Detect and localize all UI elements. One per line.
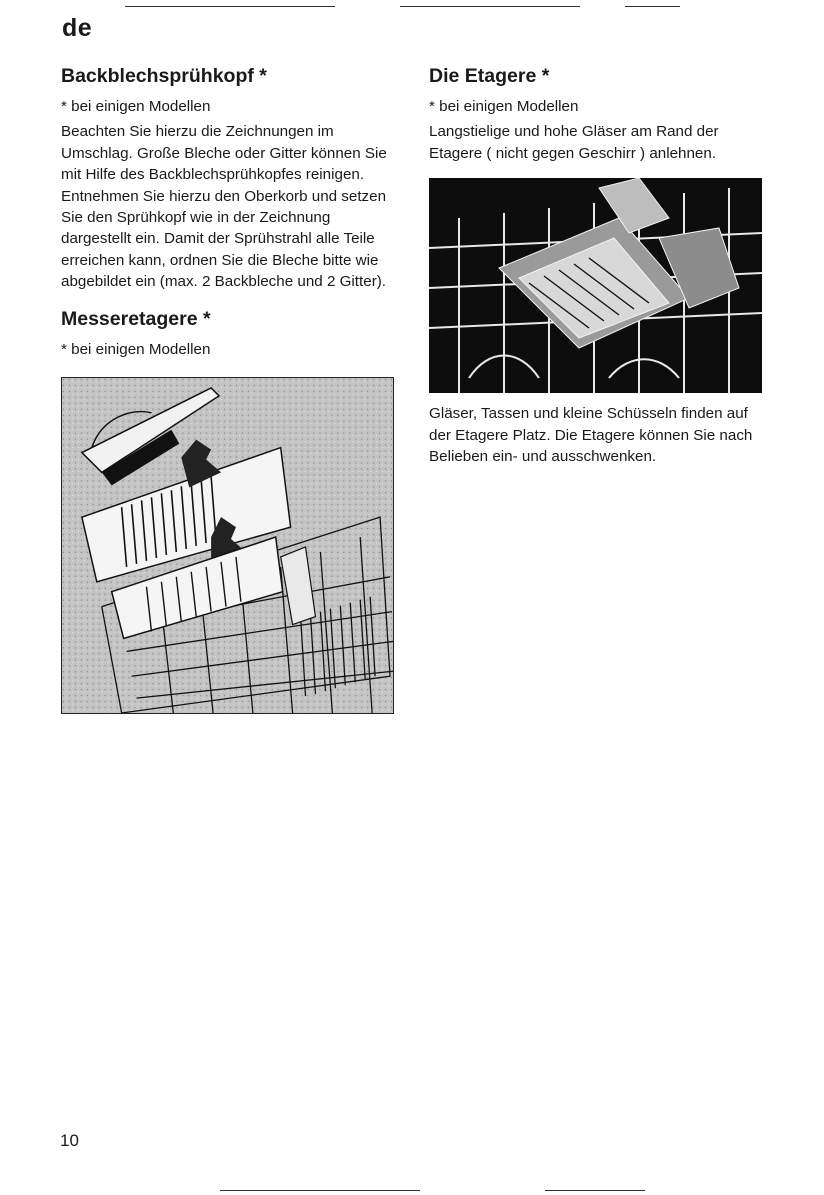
knife-rack-drawing [62,378,393,713]
model-note: * bei einigen Modellen [61,340,211,358]
right-column [429,64,759,467]
etagere-drawing [429,178,762,393]
section-title-backblech: Backblechsprühkopf * [61,65,267,87]
section-title-etagere: Die Etagere * [429,65,550,87]
model-note: * bei einigen Modellen [429,98,579,115]
left-column [61,64,401,714]
page-number: 10 [60,1131,79,1150]
knife-rack-illustration [61,377,394,714]
model-note: * bei einigen Modellen [61,98,211,115]
section-body-backblech: Beachten Sie hierzu die Zeichnungen im Umschlag. Große Bleche oder Gitter können Sie mit Hilfe des Backblechsprühkopfes reinigen. Entnehmen Sie hierzu den Oberkorb und setzen Sie den Sprühkopf wie in der Zeichnung dargestellt ein. Damit der Sprühstrahl alle Teile erreichen kann, ordnen Sie die Bleche bitte wie abgebildet ein (max. 2 Backbleche und 2 Gitter). [61,123,387,291]
language-code: de [62,14,93,42]
top-rule [125,6,335,7]
top-rule [400,6,580,7]
bottom-rule [220,1190,420,1191]
bottom-rule [545,1190,645,1191]
section-title-messeretagere: Messeretagere * [61,307,211,330]
etagere-photo [429,178,762,393]
etagere-caption: Gläser, Tassen und kleine Schüsseln finden auf der Etagere Platz. Die Etagere können Sie nach Belieben ein- und ausschwenken. [429,405,753,466]
top-rule [625,6,680,7]
section-body-etagere: Langstielige und hohe Gläser am Rand der Etagere ( nicht gegen Geschirr ) anlehnen. [429,123,719,162]
